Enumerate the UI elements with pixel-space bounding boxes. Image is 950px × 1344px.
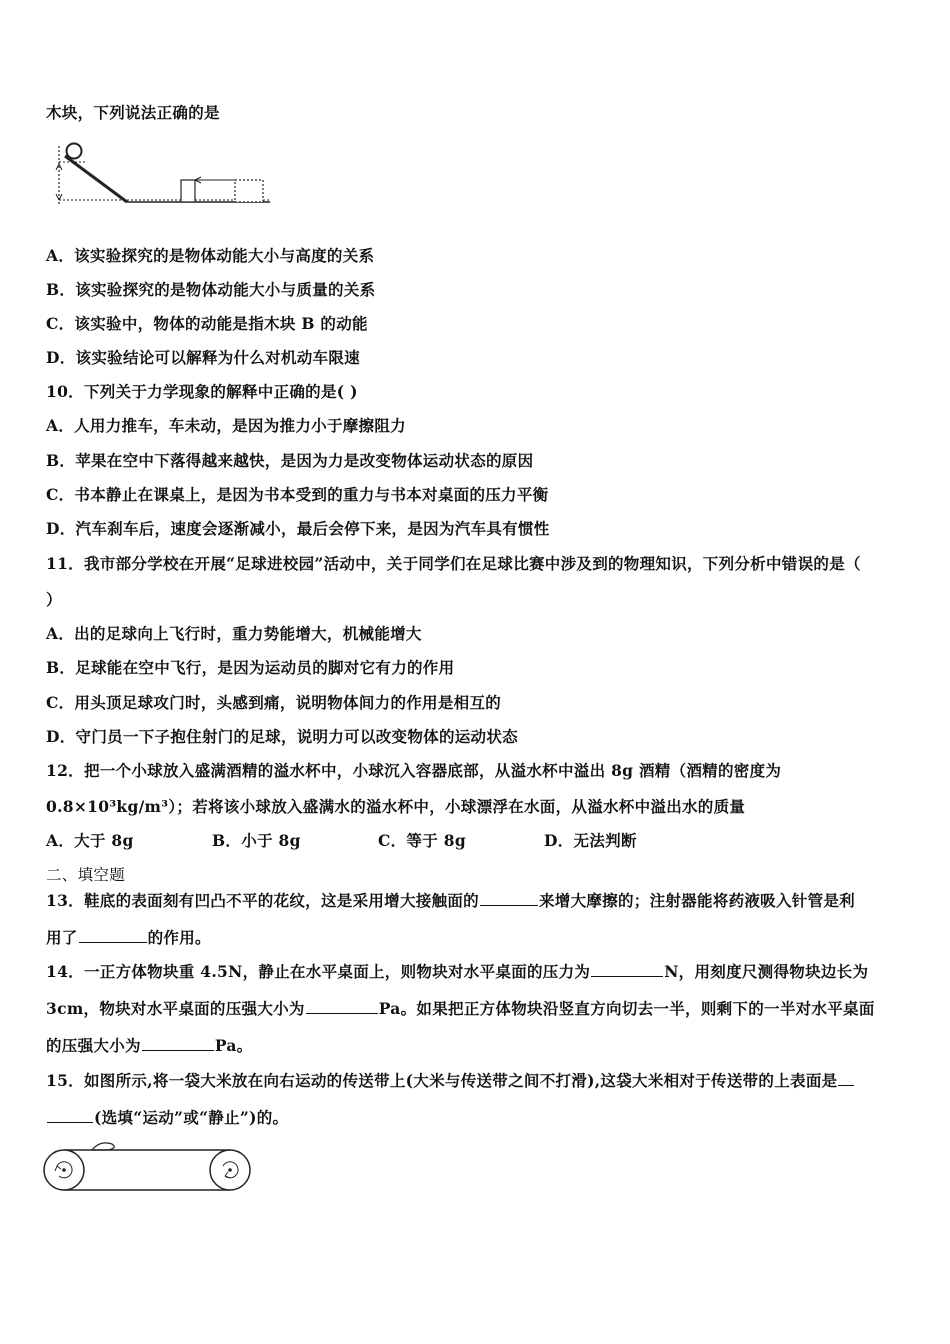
q15-blank-part1[interactable] (838, 1070, 854, 1087)
q14-text-f: Pa。 (214, 1036, 253, 1055)
q12-options (46, 829, 637, 851)
q9-option-b: B．该实验探究的是物体动能大小与质量的关系 (46, 280, 376, 299)
q12-option-c: C．等于 8g (378, 831, 466, 850)
q14-line3 (46, 1034, 253, 1056)
q14-blank-1[interactable] (591, 961, 663, 978)
q13-blank-2[interactable] (79, 927, 147, 944)
q12-option-b: B．小于 8g (212, 831, 301, 850)
q12-stem-line1: 12．把一个小球放入盛满酒精的溢水杯中，小球沉入容器底部，从溢水杯中溢出 8g 酒精（酒精的密度为 (46, 761, 782, 780)
q13-text-d: 的作用。 (147, 928, 211, 947)
q12-option-a: A．大于 8g (46, 831, 134, 850)
q12-stem-line2: 0.8×10³kg/m³）；若将该小球放入盛满水的溢水杯中，小球漂浮在水面，从溢水杯中溢出水的质量 (46, 797, 746, 816)
q15-line2 (46, 1106, 288, 1128)
q11-option-c: C．用头顶足球攻门时，头感到痛，说明物体间力的作用是相互的 (46, 693, 502, 712)
q14-blank-2[interactable] (306, 998, 378, 1015)
q13-line2 (46, 926, 211, 948)
conveyor-belt-figure (42, 1138, 252, 1196)
q14-text-b: N，用刻度尺测得物块边长为 (664, 962, 869, 981)
q15-text-b: (选填“运动”或“静止”)的。 (94, 1108, 289, 1127)
q15-line1 (46, 1069, 855, 1091)
q11-option-b: B．足球能在空中飞行，是因为运动员的脚对它有力的作用 (46, 658, 455, 677)
q14-text-d: Pa。如果把正方体物块沿竖直方向切去一半，则剩下的一半对水平桌面 (378, 999, 875, 1018)
q11-option-d: D．守门员一下子抱住射门的足球，说明力可以改变物体的运动状态 (46, 727, 518, 746)
q14-text-a: 14．一正方体物块重 4.5N，静止在水平桌面上，则物块对水平桌面的压力为 (46, 962, 591, 981)
q14-line2 (46, 997, 875, 1019)
q10-option-a: A．人用力推车，车未动，是因为推力小于摩擦阻力 (46, 416, 406, 435)
q14-blank-3[interactable] (142, 1035, 214, 1052)
q14-text-c: 3cm，物块对水平桌面的压强大小为 (46, 999, 305, 1018)
q10-option-c: C．书本静止在课桌上，是因为书本受到的重力与书本对桌面的压力平衡 (46, 485, 549, 504)
q9-option-a: A．该实验探究的是物体动能大小与高度的关系 (46, 246, 375, 265)
q15-text-a: 15．如图所示,将一袋大米放在向右运动的传送带上(大米与传送带之间不打滑),这袋大米相对于传送带的上表面是 (46, 1071, 838, 1090)
q11-option-a: A．出的足球向上飞行时，重力势能增大，机械能增大 (46, 624, 422, 643)
incline-experiment-figure (45, 140, 275, 210)
q14-line1 (46, 960, 868, 982)
q13-line1 (46, 889, 855, 911)
q13-text-a: 13．鞋底的表面刻有凹凸不平的花纹，这是采用增大接触面的 (46, 891, 479, 910)
intro-text: 木块，下列说法正确的是 (46, 103, 220, 122)
section-title-fill-in: 二、填空题 (46, 866, 126, 884)
q12-option-d: D．无法判断 (544, 831, 637, 850)
q10-option-d: D．汽车刹车后，速度会逐渐减小，最后会停下来，是因为汽车具有惯性 (46, 519, 550, 538)
q9-option-d: D．该实验结论可以解释为什么对机动车限速 (46, 348, 360, 367)
q13-blank-1[interactable] (480, 890, 538, 907)
q13-text-c: 用了 (46, 928, 78, 947)
q10-option-b: B．苹果在空中下落得越来越快，是因为力是改变物体运动状态的原因 (46, 451, 534, 470)
q14-text-e: 的压强大小为 (46, 1036, 141, 1055)
q10-stem: 10．下列关于力学现象的解释中正确的是( ) (46, 382, 358, 401)
q15-blank-part2[interactable] (47, 1107, 93, 1124)
q11-stem-line1: 11．我市部分学校在开展“足球进校园”活动中，关于同学们在足球比赛中涉及到的物理知识，下列分析中错误的是（ (46, 554, 861, 573)
q13-text-b: 来增大摩擦的；注射器能将药液吸入针管是利 (538, 891, 855, 910)
q11-stem-line2: ） (46, 590, 62, 609)
q9-option-c: C．该实验中，物体的动能是指木块 B 的动能 (46, 314, 368, 333)
